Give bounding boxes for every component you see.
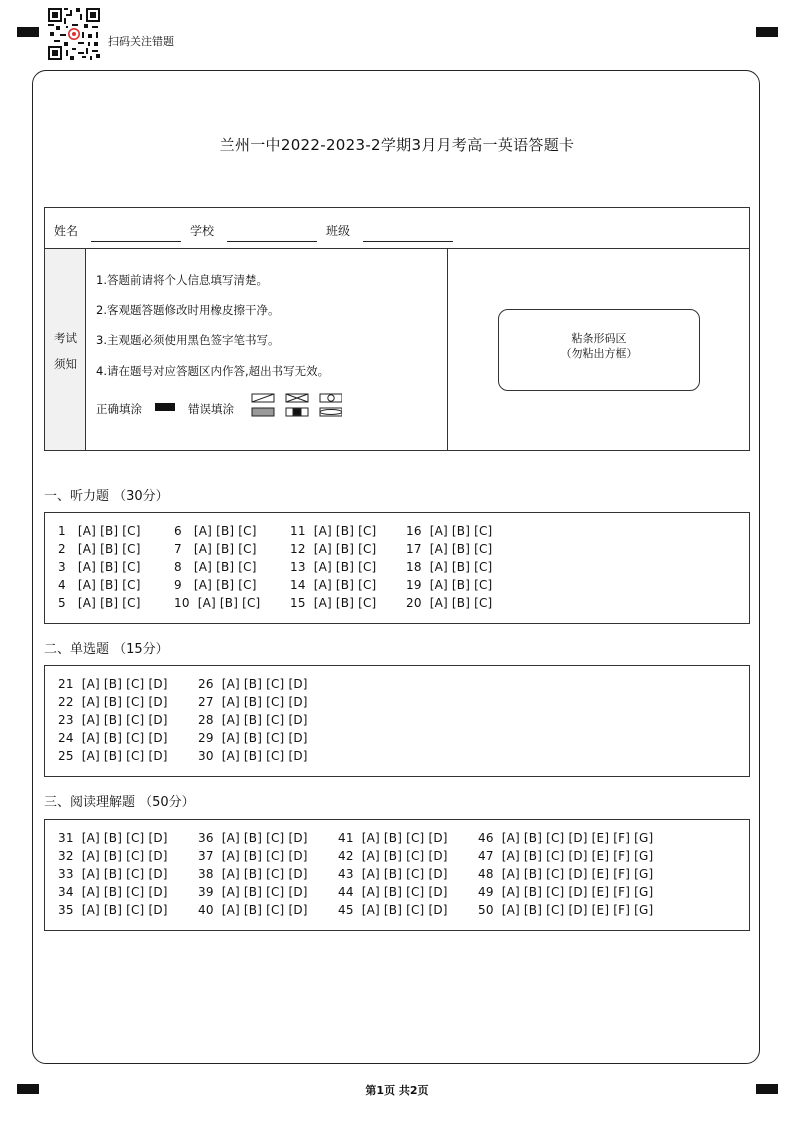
question-row[interactable]: 37 [A] [B] [C] [D] [198,849,308,863]
school-field[interactable] [227,241,317,242]
question-row[interactable]: 14 [A] [B] [C] [290,578,377,592]
notice-side-header [45,249,86,450]
correct-fill-example-icon [155,403,175,411]
question-row[interactable]: 38 [A] [B] [C] [D] [198,867,308,881]
section-listening-box [44,512,750,624]
class-label: 班级 [326,224,351,238]
alignment-marker-top-left [17,27,39,37]
question-row[interactable]: 45 [A] [B] [C] [D] [338,903,448,917]
page-title: 兰州一中2022-2023-2学期3月月考高一英语答题卡 [219,136,575,154]
section-title-listening: 一、听力题 （30分） [44,489,169,504]
question-row[interactable]: 32 [A] [B] [C] [D] [58,849,168,863]
question-row[interactable]: 5 [A] [B] [C] [58,596,141,610]
question-row[interactable]: 40 [A] [B] [C] [D] [198,903,308,917]
section-single-choice-box [44,665,750,777]
section-title-single-choice: 二、单选题 （15分） [44,642,169,657]
question-row[interactable]: 12 [A] [B] [C] [290,542,377,556]
question-row[interactable]: 17 [A] [B] [C] [406,542,493,556]
name-field[interactable] [91,241,181,242]
barcode-label: 粘条形码区 [571,332,627,345]
question-row[interactable]: 36 [A] [B] [C] [D] [198,831,308,845]
barcode-sticker-area[interactable] [498,309,700,391]
question-row[interactable]: 8 [A] [B] [C] [174,560,257,574]
question-row[interactable]: 7 [A] [B] [C] [174,542,257,556]
question-row[interactable]: 15 [A] [B] [C] [290,596,377,610]
question-row[interactable]: 26 [A] [B] [C] [D] [198,677,308,691]
question-row[interactable]: 3 [A] [B] [C] [58,560,141,574]
question-row[interactable]: 31 [A] [B] [C] [D] [58,831,168,845]
question-row[interactable]: 50 [A] [B] [C] [D] [E] [F] [G] [478,903,654,917]
question-row[interactable]: 34 [A] [B] [C] [D] [58,885,168,899]
question-row[interactable]: 6 [A] [B] [C] [174,524,257,538]
question-row[interactable]: 18 [A] [B] [C] [406,560,493,574]
section-reading-box [44,819,750,931]
question-row[interactable]: 16 [A] [B] [C] [406,524,493,538]
qr-caption: 扫码关注错题 [108,35,174,48]
notice-rule-4: 4.请在题号对应答题区内作答,超出书写无效。 [96,364,330,378]
notice-rule-2: 2.客观题答题修改时用橡皮擦干净。 [96,303,280,317]
question-row[interactable]: 2 [A] [B] [C] [58,542,141,556]
question-row[interactable]: 21 [A] [B] [C] [D] [58,677,168,691]
question-row[interactable]: 19 [A] [B] [C] [406,578,493,592]
correct-fill-label: 正确填涂 [96,402,142,416]
question-row[interactable]: 49 [A] [B] [C] [D] [E] [F] [G] [478,885,654,899]
qr-code-icon [48,8,100,60]
barcode-hint: （勿粘出方框） [560,347,638,360]
question-row[interactable]: 10 [A] [B] [C] [174,596,261,610]
question-row[interactable]: 22 [A] [B] [C] [D] [58,695,168,709]
wrong-fill-examples-icon [250,392,342,420]
page-number: 第1页 共2页 [365,1084,429,1097]
wrong-fill-label: 错误填涂 [188,402,234,416]
question-row[interactable]: 33 [A] [B] [C] [D] [58,867,168,881]
question-row[interactable]: 9 [A] [B] [C] [174,578,257,592]
student-info-row [44,207,750,249]
notice-rule-3: 3.主观题必须使用黑色签字笔书写。 [96,333,280,347]
barcode-panel [448,248,750,451]
class-field[interactable] [363,241,453,242]
question-row[interactable]: 20 [A] [B] [C] [406,596,493,610]
question-row[interactable]: 30 [A] [B] [C] [D] [198,749,308,763]
question-row[interactable]: 43 [A] [B] [C] [D] [338,867,448,881]
question-row[interactable]: 28 [A] [B] [C] [D] [198,713,308,727]
question-row[interactable]: 46 [A] [B] [C] [D] [E] [F] [G] [478,831,654,845]
question-row[interactable]: 23 [A] [B] [C] [D] [58,713,168,727]
question-row[interactable]: 44 [A] [B] [C] [D] [338,885,448,899]
question-row[interactable]: 41 [A] [B] [C] [D] [338,831,448,845]
exam-notice-panel [44,248,448,451]
notice-side-label-2: 须知 [54,357,77,371]
question-row[interactable]: 27 [A] [B] [C] [D] [198,695,308,709]
notice-side-label-1: 考试 [54,331,77,345]
question-row[interactable]: 25 [A] [B] [C] [D] [58,749,168,763]
question-row[interactable]: 29 [A] [B] [C] [D] [198,731,308,745]
question-row[interactable]: 1 [A] [B] [C] [58,524,141,538]
question-row[interactable]: 48 [A] [B] [C] [D] [E] [F] [G] [478,867,654,881]
question-row[interactable]: 24 [A] [B] [C] [D] [58,731,168,745]
notice-rule-1: 1.答题前请将个人信息填写清楚。 [96,273,268,287]
name-label: 姓名 [54,224,79,238]
alignment-marker-top-right [756,27,778,37]
question-row[interactable]: 13 [A] [B] [C] [290,560,377,574]
question-row[interactable]: 11 [A] [B] [C] [290,524,377,538]
question-row[interactable]: 42 [A] [B] [C] [D] [338,849,448,863]
question-row[interactable]: 47 [A] [B] [C] [D] [E] [F] [G] [478,849,654,863]
section-title-reading: 三、阅读理解题 （50分） [44,795,195,810]
question-row[interactable]: 35 [A] [B] [C] [D] [58,903,168,917]
question-row[interactable]: 4 [A] [B] [C] [58,578,141,592]
question-row[interactable]: 39 [A] [B] [C] [D] [198,885,308,899]
school-label: 学校 [190,224,215,238]
